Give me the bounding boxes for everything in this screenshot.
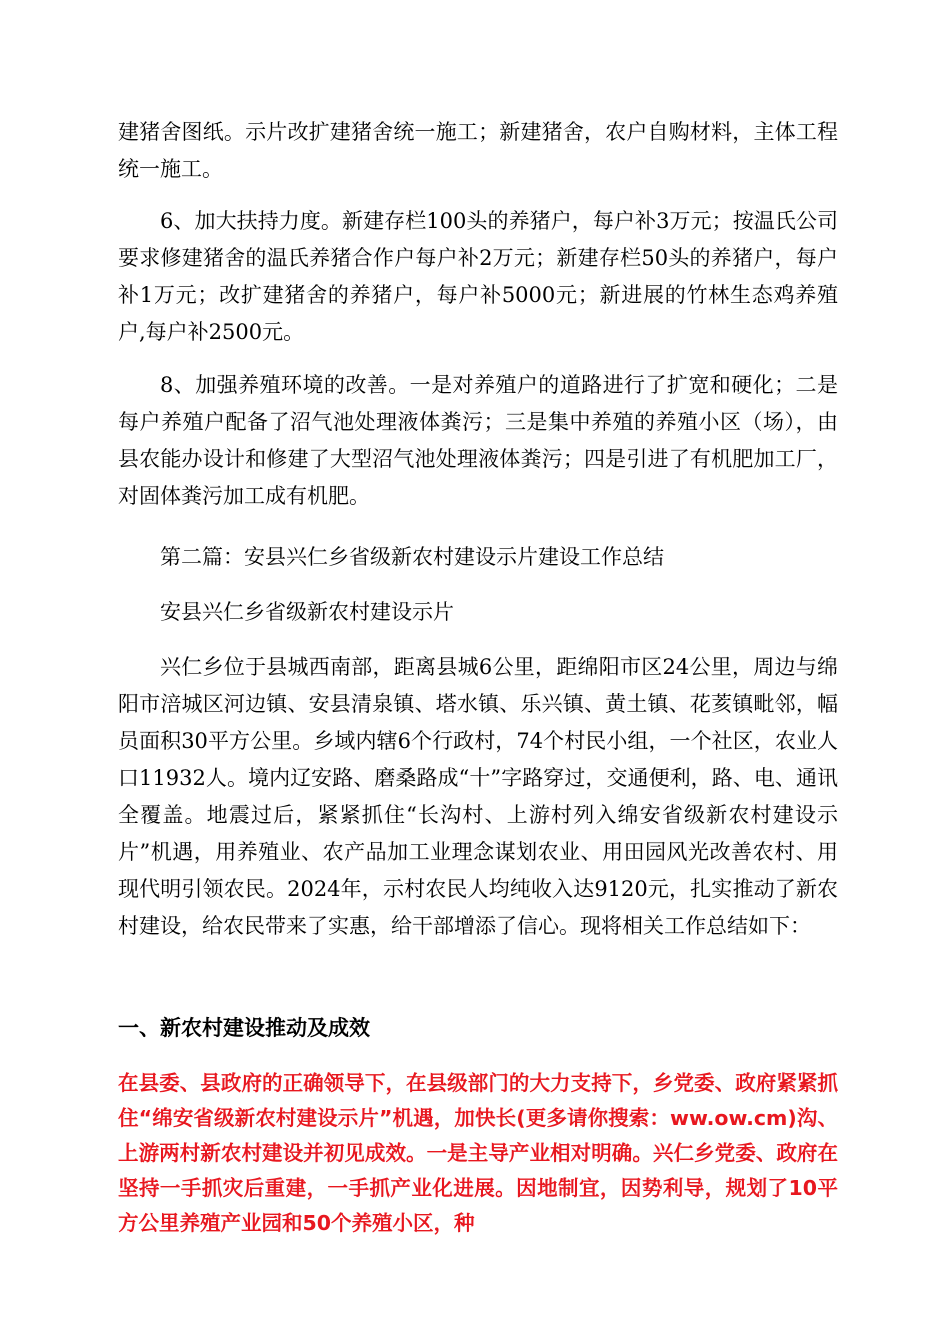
highlighted-paragraph: 在县委、县政府的正确领导下，在县级部门的大力支持下，乡党委、政府紧紧抓住“绵安省级新农村建设示片”机遇，加快长(更多请你搜索：ww.ow.cm)沟、上游两村新农村建设并初见成效。一是主导产业相对明确。兴仁乡党委、政府在坚持一手抓灾后重建，一手抓产业化进展。因地制宜，因势利导，规划了10平方公里养殖产业园和50个养殖小区，种 [118, 1071, 838, 1235]
section-heading: 一、新农村建设推动及成效 [118, 1016, 370, 1040]
paragraph-environment-improvement: 8、加强养殖环境的改善。一是对养殖户的道路进行了扩宽和硬化；二是每户养殖户配备了沼气池处理液体粪污；三是集中养殖的养殖小区（场），由县农能办设计和修建了大型沼气池处理液体粪污；四是引进了有机肥加工厂，对固体粪污加工成有机肥。 [118, 373, 838, 508]
paragraph-pig-shed-drawings: 建猪舍图纸。示片改扩建猪舍统一施工；新建猪舍，农户自购材料，主体工程统一施工。 [118, 120, 838, 181]
paragraph-xingren-overview: 兴仁乡位于县城西南部，距离县城6公里，距绵阳市区24公里，周边与绵阳市涪城区河边镇、安县清泉镇、塔水镇、乐兴镇、黄土镇、花荄镇毗邻，幅员面积30平方公里。乡域内辖6个行政村，74个村民小组，一个社区，农业人口11932人。境内辽安路、磨桑路成“十”字路穿过，交通便利，路、电、通讯全覆盖。地震过后，紧紧抓住“长沟村、上游村列入绵安省级新农村建设示片”机遇，用养殖业、农产品加工业理念谋划农业、用田园风光改善农村、用现代明引领农民。2024年，示村农民人均纯收入达9120元，扎实推动了新农村建设，给农民带来了实惠，给干部增添了信心。现将相关工作总结如下： [118, 655, 838, 938]
article-subtitle: 安县兴仁乡省级新农村建设示片 [160, 600, 454, 624]
article-title: 第二篇：安县兴仁乡省级新农村建设示片建设工作总结 [160, 545, 664, 569]
paragraph-support-subsidy: 6、加大扶持力度。新建存栏100头的养猪户，每户补3万元；按温氏公司要求修建猪舍的温氏养猪合作户每户补2万元；新建存栏50头的养猪户，每户补1万元；改扩建猪舍的养猪户，每户补5000元；新进展的竹林生态鸡养殖户,每户补2500元。 [118, 209, 838, 344]
